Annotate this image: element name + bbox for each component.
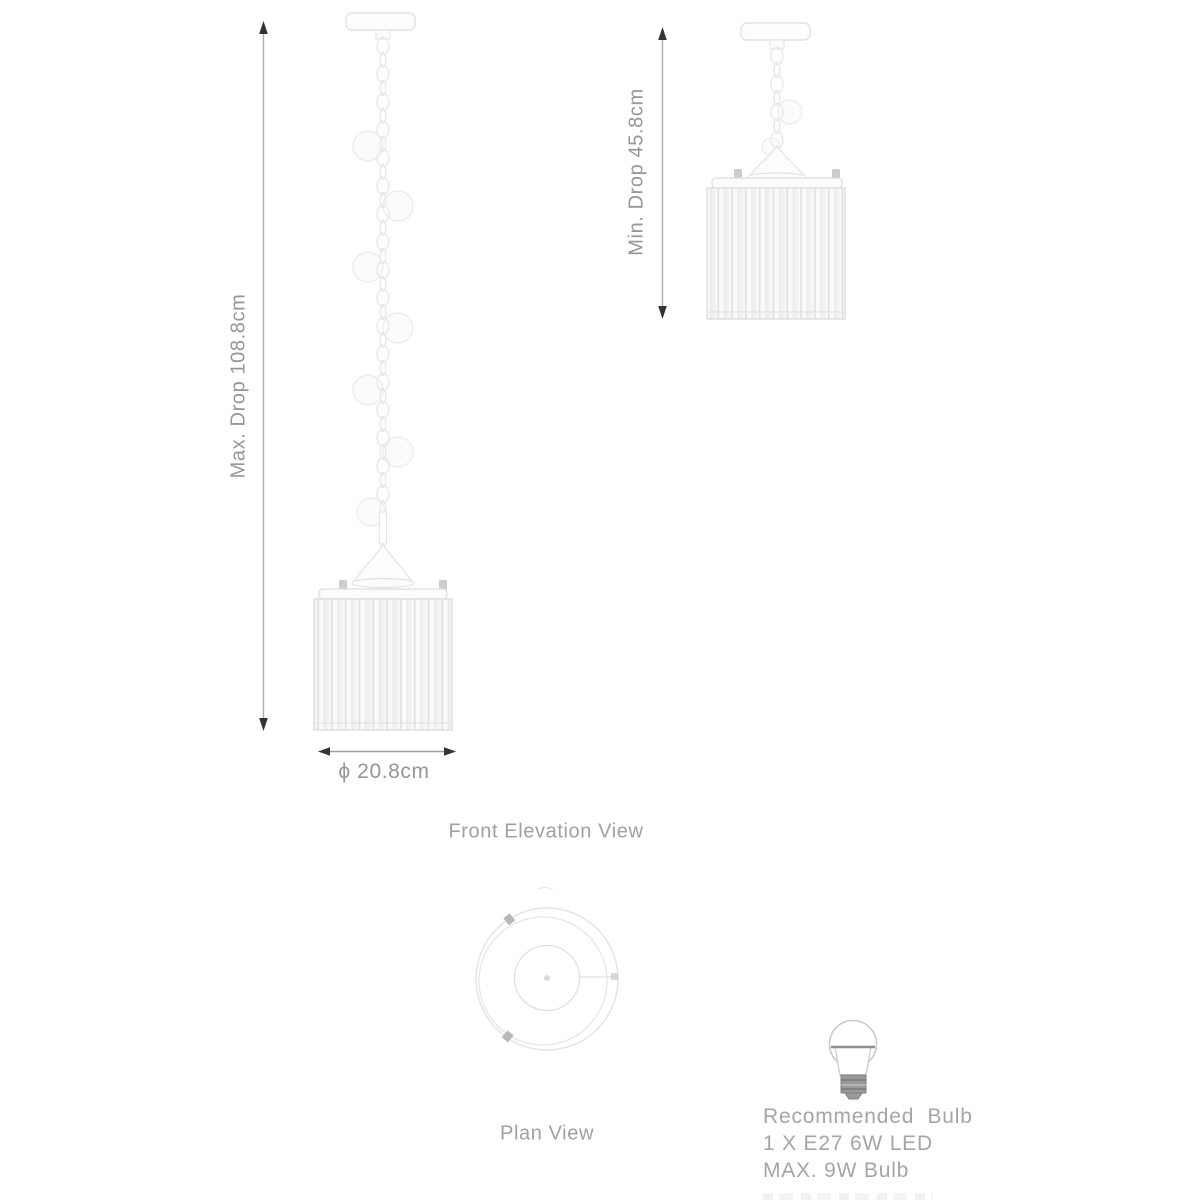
min-drop-dimension-label: Min. Drop 45.8cm: [625, 88, 648, 256]
min-drop-dimension-line: [658, 27, 667, 319]
chain-beads: [353, 131, 413, 526]
light-bulb-icon: [830, 1021, 877, 1100]
arrow-up-icon: [658, 27, 667, 40]
max-drop-dimension-line: [259, 21, 268, 731]
arrow-right-icon: [444, 747, 456, 756]
diameter-dimension-line: [318, 747, 456, 756]
recommended-bulb-max: MAX. 9W Bulb: [763, 1159, 910, 1182]
arrow-up-icon: [259, 21, 268, 34]
plan-view-caption: Plan View: [500, 1122, 594, 1145]
plan-shade-inner-edge-circle: [479, 917, 607, 1045]
lamp-holder: [352, 512, 414, 588]
clipped-text-remnant: [763, 1193, 933, 1200]
max-drop-dimension-label: Max. Drop 108.8cm: [227, 293, 250, 479]
recommended-bulb-title: Recommended Bulb: [763, 1105, 973, 1128]
plan-hanger-mark: [537, 888, 553, 891]
chain: [377, 38, 389, 516]
plan-arm-end: [611, 973, 618, 980]
min-drop-fixture: [707, 23, 845, 319]
front-elevation-caption: Front Elevation View: [448, 820, 644, 843]
arrow-down-icon: [259, 718, 268, 731]
drum-shade: [314, 599, 452, 730]
plan-center-dot: [544, 975, 550, 981]
ceiling-plate: [346, 13, 415, 30]
max-drop-fixture: [314, 13, 452, 730]
arrow-left-icon: [318, 747, 330, 756]
lamp-holder: [748, 146, 806, 181]
ceiling-plate: [741, 23, 810, 40]
plan-view-drawing: [476, 888, 618, 1051]
arrow-down-icon: [658, 306, 667, 319]
recommended-bulb-spec: 1 X E27 6W LED: [763, 1132, 933, 1155]
drum-shade: [707, 188, 845, 319]
diameter-dimension-label: ϕ 20.8cm: [338, 760, 430, 783]
bulb-screw-base: [841, 1075, 866, 1099]
